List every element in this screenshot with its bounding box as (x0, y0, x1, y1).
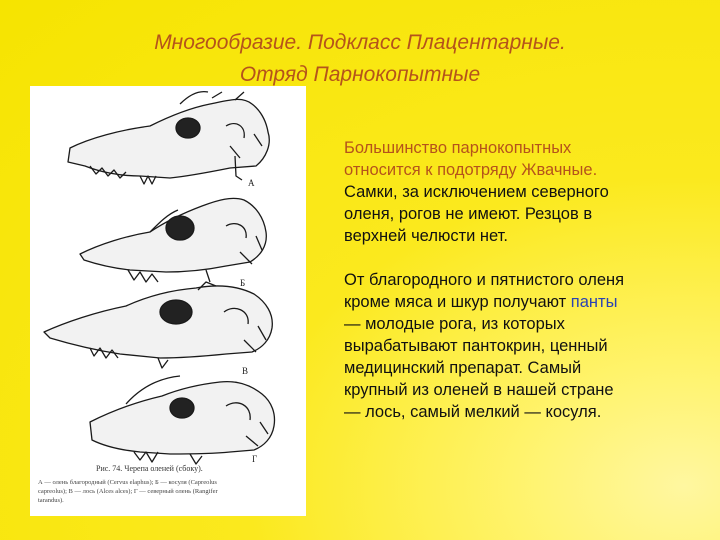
body-line: оленя, рогов не имеют. Резцов в (344, 205, 593, 223)
skull-letter-c: В (242, 366, 249, 376)
body-line: — лось, самый мелкий — косуля. (344, 403, 602, 421)
body-line: — молодые рога, из которых (344, 315, 565, 333)
body-line: верхней челюсти нет. (344, 227, 508, 245)
slide-title-line-2: Отряд Парнокопытные (239, 63, 481, 86)
body-line: вырабатывают пантокрин, ценный (344, 337, 608, 355)
skull-c (44, 282, 272, 368)
body-line: медицинский препарат. Самый (344, 359, 582, 377)
body-line-prefix: кроме мяса и шкур получают (344, 293, 571, 311)
body-line: крупный из оленей в нашей стране (344, 381, 614, 399)
highlight-term-panty: панты (570, 293, 618, 311)
figure-caption-line: tarandus). (38, 497, 64, 504)
figure-caption-line: А — олень благородный (Cervus elaphus); Б — косуля (Capreolus (38, 479, 217, 486)
skull-letter-a: А (248, 178, 255, 188)
body-line-with-highlight (344, 291, 694, 313)
skull-a (68, 92, 269, 184)
figure-caption-title: Рис. 74. Черепа оленей (сбоку). (96, 464, 203, 473)
body-line: От благородного и пятнистого оленя (344, 271, 625, 289)
figure-caption-line: capreolus); В — лось (Alces alces); Г — северный олень (Rangifer (38, 488, 218, 495)
body-intro-line-1: Большинство парнокопытных (344, 139, 572, 157)
body-text (344, 137, 694, 423)
skull-letter-b: Б (240, 278, 246, 288)
body-intro-line-2: относится к подотряду Жвачные. (344, 161, 598, 179)
skull-d (90, 376, 275, 464)
deer-skulls-illustration (30, 86, 306, 516)
skull-b (80, 198, 266, 282)
skull-letter-d: Г (252, 454, 258, 464)
body-line: Самки, за исключением северного (344, 183, 609, 201)
slide-title-line-1: Многообразие. Подкласс Плацентарные. (154, 31, 566, 54)
